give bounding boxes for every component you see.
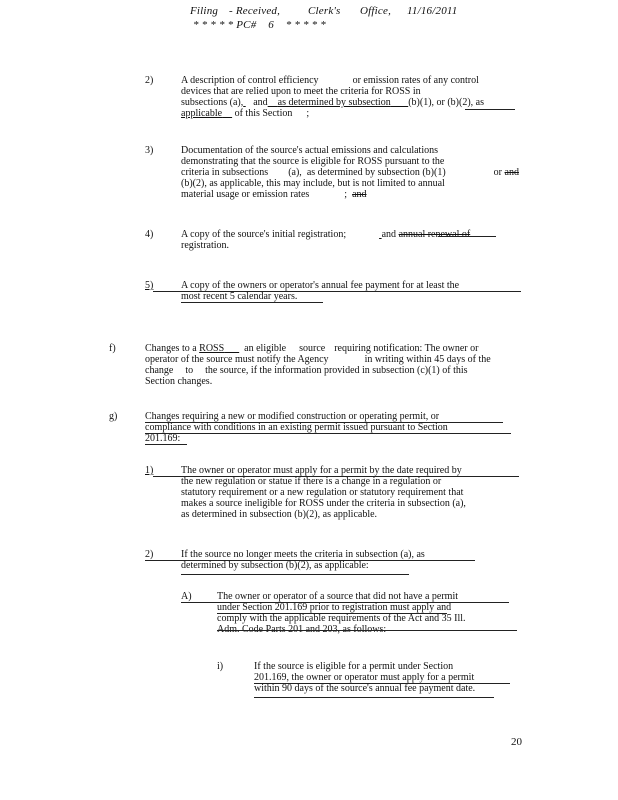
section-g-a-number: A) bbox=[181, 591, 192, 602]
section-g-a-text: The owner or operator of a source that did not have a permit under Section 201.169 prior to registration must apply and comply with the applicable requirements of the Act and 35 Ill. Adm. Code Parts 201 and 203, as follows: bbox=[217, 591, 466, 635]
section-g-2-text: If the source no longer meets the criteria in subsection (a), as determined by subsection (b)(2), as applicable: bbox=[181, 549, 425, 571]
section-g-text: Changes requiring a new or modified construction or operating permit, or compliance with conditions in an existing permit issued pursuant to Section 201.169: bbox=[145, 411, 448, 444]
header-filing: Filing bbox=[190, 5, 219, 17]
item-2-text: A description of control efficiency or emission rates of any control devices that are relied upon to meet the criteria for ROSS in subsections (a), and as determined by subsection (b)(1), or (b)(2), as applicable of this Section ; bbox=[181, 75, 485, 119]
header-received: - Received, bbox=[229, 5, 281, 17]
item-4-text: A copy of the source's initial registration; and annual renewal of registration. bbox=[181, 229, 471, 251]
section-g-2-number: 2) bbox=[145, 549, 154, 560]
header-pc-number: * * * * * PC# 6 * * * * * bbox=[193, 19, 327, 31]
item-3-number: 3) bbox=[145, 145, 154, 156]
section-g-label: g) bbox=[109, 411, 118, 422]
header-office: Office, bbox=[360, 5, 392, 17]
item-4-number: 4) bbox=[145, 229, 154, 240]
item-2-number: 2) bbox=[145, 75, 154, 86]
item-5-text: A copy of the owners or operator's annual fee payment for at least the most recent 5 calendar years. bbox=[181, 280, 460, 302]
item-5-number: 5) bbox=[145, 280, 154, 291]
item-3-text: Documentation of the source's actual emissions and calculations demonstrating that the source is eligible for ROSS pursuant to the criteria in subsections (a), as determined by subsection (b)(1) or and (b)(2), as applicable, this may include, but is not limited to annual material usage or emission rates ; and bbox=[181, 145, 519, 200]
page-number: 20 bbox=[511, 736, 522, 748]
section-f-text: Changes to a ROSS an eligible source requiring notification: The owner or operator of the source must notify the Agency in writing within 45 days of the change to the source, if the information provided in subsection (c)(1) of this Section changes. bbox=[145, 343, 491, 387]
section-g-1-number: 1) bbox=[145, 465, 154, 476]
section-f-label: f) bbox=[109, 343, 116, 354]
section-g-i-number: i) bbox=[217, 661, 224, 672]
section-g-i-text: If the source is eligible for a permit under Section 201.169, the owner or operator must apply for a permit within 90 days of the source's annual fee payment date. bbox=[254, 661, 476, 694]
header-date: 11/16/2011 bbox=[407, 5, 458, 17]
section-g-1-text: The owner or operator must apply for a permit by the date required by the new regulation or statue if there is a change in a regulation or statutory requirement or a new regulation or statutory requirement that makes a source ineligible for ROSS under the criteria in subsection (a), as determined in subsection (b)(2), as applicable. bbox=[181, 465, 466, 520]
header-clerks: Clerk's bbox=[308, 5, 341, 17]
